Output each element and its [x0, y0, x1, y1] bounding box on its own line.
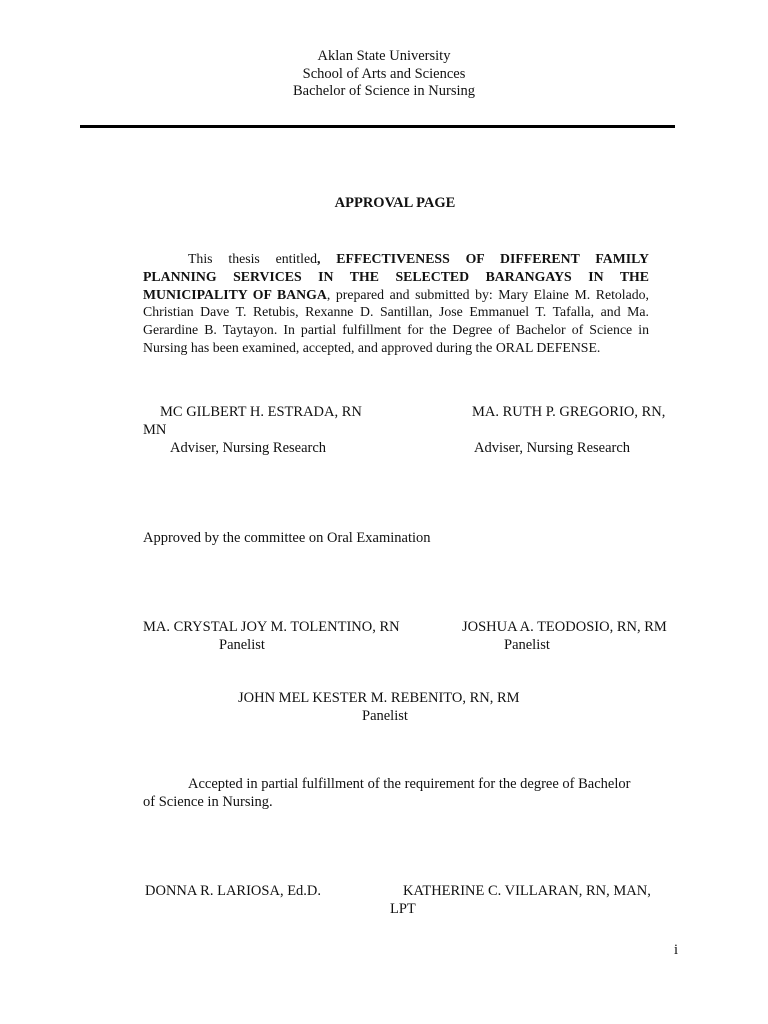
page-number: i — [674, 942, 679, 958]
committee-note: Approved by the committee on Oral Examination — [143, 530, 431, 546]
signatory-2-name-continued: LPT — [390, 901, 416, 917]
panelist-2-name: JOSHUA A. TEODOSIO, RN, RM — [462, 619, 667, 635]
acceptance-line-2: of Science in Nursing. — [143, 794, 273, 810]
header-divider — [80, 125, 675, 128]
document-header — [0, 48, 768, 101]
school-name: School of Arts and Sciences — [302, 65, 466, 82]
adviser-1-role: Adviser, Nursing Research — [170, 440, 327, 456]
signatory-1-name: DONNA R. LARIOSA, Ed.D. — [145, 883, 322, 899]
statement-lead: This thesis entitled — [188, 251, 317, 266]
panelist-3-name: JOHN MEL KESTER M. REBENITO, RN, RM — [238, 690, 520, 706]
adviser-1-name: MC GILBERT H. ESTRADA, RN — [160, 404, 362, 420]
adviser-2-role: Adviser, Nursing Research — [474, 440, 631, 456]
program-name: Bachelor of Science in Nursing — [292, 83, 475, 99]
panelist-2-role: Panelist — [504, 637, 550, 653]
panelist-3-role: Panelist — [362, 708, 408, 724]
adviser-2-name-continued: MN — [143, 422, 167, 438]
acceptance-line-1: Accepted in partial fulfillment of the requirement for the degree of Bachelor — [188, 776, 631, 792]
panelist-1-role: Panelist — [219, 637, 265, 653]
statement-body: , prepared and submitted by: Mary Elaine M. Retolado, Christian Dave T. Retubis, Rexanne D. Santillan, Jose Emmanuel T. Tafalla, and Ma. Gerardine B. Taytayon. In partial fulfillment for the Degree of Bachelor of Science in Nursing has been examined, accepted, and approved during the ORAL DEFENSE. — [143, 286, 649, 355]
signatory-2-name: KATHERINE C. VILLARAN, RN, MAN, — [403, 883, 651, 899]
university-name: Aklan State University — [317, 48, 451, 64]
adviser-2-name: MA. RUTH P. GREGORIO, RN, — [472, 404, 666, 420]
approval-statement — [143, 250, 649, 357]
thesis-title: , EFFECTIVENESS OF DIFFERENT FAMILY PLANNING SERVICES IN THE SELECTED BARANGAYS IN THE MUNICIPALITY OF BANGA — [143, 251, 650, 302]
page-title: APPROVAL PAGE — [334, 195, 456, 211]
panelist-1-name: MA. CRYSTAL JOY M. TOLENTINO, RN — [143, 619, 400, 635]
